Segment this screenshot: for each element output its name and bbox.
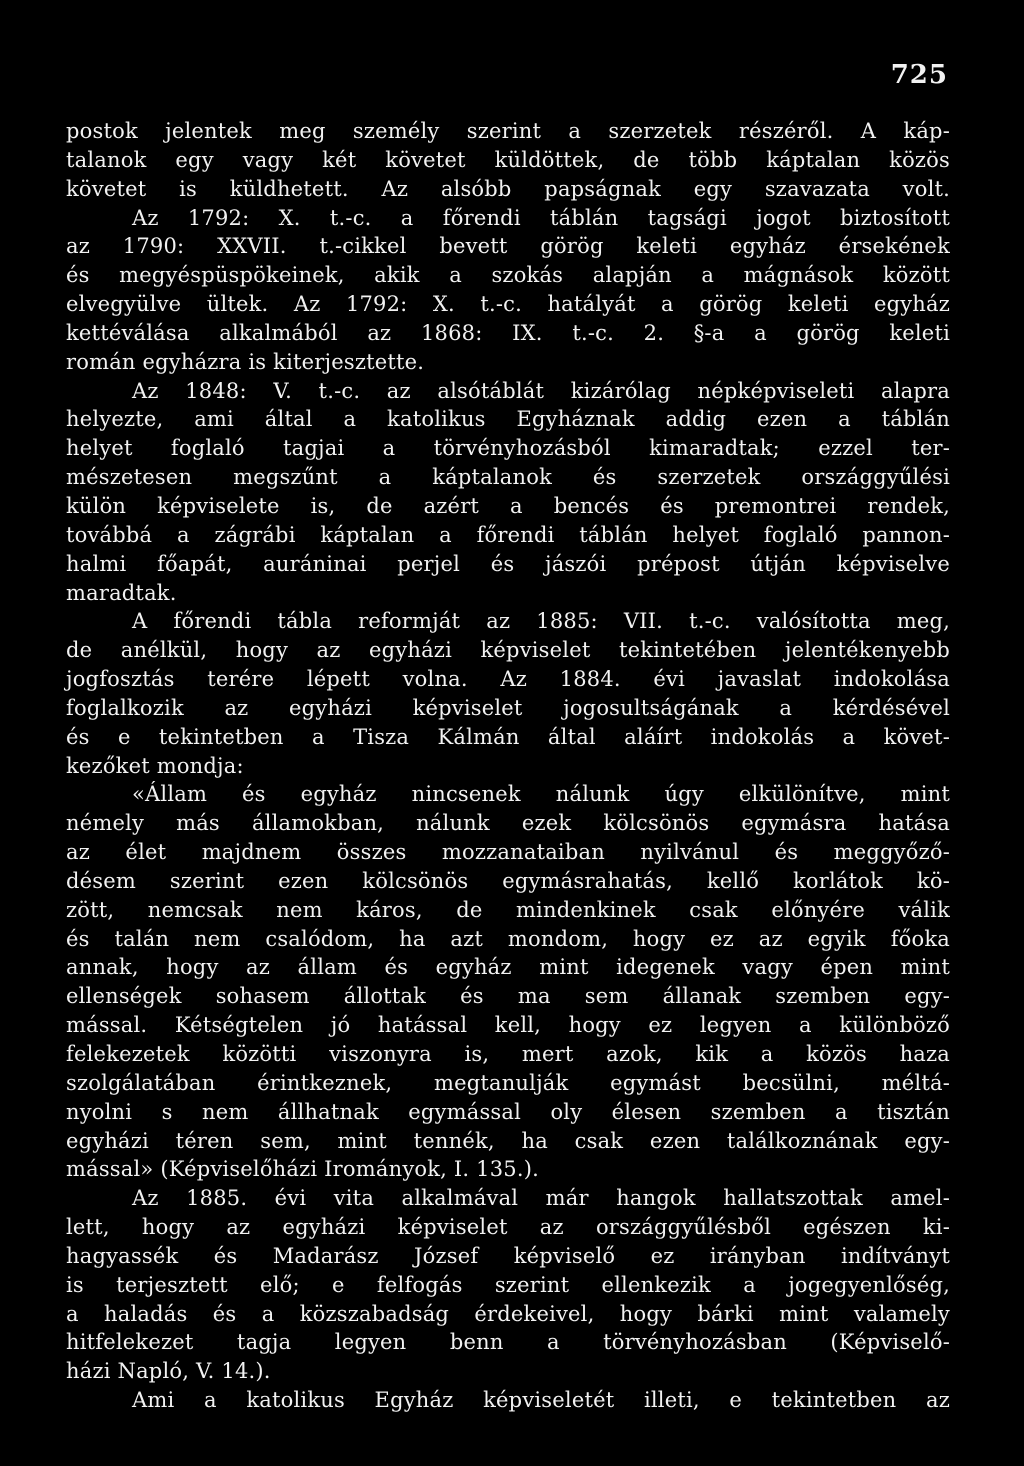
text-line: mással. Kétségtelen jó hatással kell, hogy ez legyen a különböző bbox=[66, 1013, 950, 1038]
text-line: désem szerint ezen kölcsönös egymásrahatás, kellő korlátok kö- bbox=[66, 868, 950, 893]
text-line: elvegyülve ültek. Az 1792: X. t.-c. hatályát a görög keleti egyház bbox=[66, 292, 950, 317]
text-line: kettéválása alkalmából az 1868: IX. t.-c. 2. §-a a görög keleti bbox=[66, 320, 950, 345]
text-line: helyet foglaló tagjai a törvényhozásból kimaradtak; ezzel ter- bbox=[66, 436, 950, 461]
text-line: nyolni s nem állhatnak egymással oly élesen szemben a tisztán bbox=[66, 1099, 950, 1124]
text-line: és megyéspüspökeinek, akik a szokás alapján a mágnások között bbox=[66, 263, 950, 288]
text-line: ellenségek sohasem állottak és ma sem állanak szemben egy- bbox=[66, 984, 950, 1009]
text-line: jogfosztás terére lépett volna. Az 1884. évi javaslat indokolása bbox=[66, 667, 950, 692]
text-line: kezőket mondja: bbox=[66, 753, 244, 778]
text-line: Az 1848: V. t.-c. az alsótáblát kizárólag népképviseleti alapra bbox=[132, 378, 950, 403]
text-line: és talán nem csalódom, ha azt mondom, hogy ez az egyik főoka bbox=[66, 926, 950, 951]
text-line: lett, hogy az egyházi képviselet az országgyűlésből egészen ki- bbox=[66, 1215, 950, 1240]
text-line: zött, nemcsak nem káros, de mindenkinek csak előnyére válik bbox=[66, 897, 950, 922]
text-line: külön képviselete is, de azért a bencés és premontrei rendek, bbox=[66, 493, 950, 518]
text-line: A főrendi tábla reformját az 1885: VII. t.-c. valósította meg, bbox=[132, 609, 950, 634]
body-text bbox=[66, 117, 950, 1415]
text-line: halmi főapát, auráninai perjel és jászói prépost útján képviselve bbox=[66, 551, 950, 576]
text-line: a haladás és a közszabadság érdekeivel, hogy bárki mint valamely bbox=[66, 1301, 950, 1326]
text-line: felekezetek közötti viszonyra is, mert azok, kik a közös haza bbox=[66, 1042, 950, 1066]
text-line: helyezte, ami által a katolikus Egyháznak addig ezen a táblán bbox=[66, 407, 950, 432]
text-line: talanok egy vagy két követet küldöttek, de több káptalan közös bbox=[66, 147, 950, 172]
text-line: foglalkozik az egyházi képviselet jogosultságának a kérdésével bbox=[66, 695, 950, 720]
text-line: annak, hogy az állam és egyház mint idegenek vagy épen mint bbox=[66, 955, 950, 980]
text-line: követet is küldhetett. Az alsóbb papságnak egy szavazata volt. bbox=[66, 176, 950, 201]
text-line: az élet majdnem összes mozzanataiban nyilvánul és meggyőző- bbox=[66, 840, 950, 865]
text-line: házi Napló, V. 14.). bbox=[66, 1359, 271, 1384]
text-line: hagyassék és Madarász József képviselő ez irányban indítványt bbox=[66, 1243, 950, 1268]
text-line: mással» (Képviselőházi Irományok, I. 135.). bbox=[66, 1157, 539, 1182]
text-line: is terjesztett elő; e felfogás szerint ellenkezik a jogegyenlőség, bbox=[66, 1272, 950, 1297]
text-line: némely más államokban, nálunk ezek kölcsönös egymásra hatása bbox=[66, 811, 950, 836]
text-line: továbbá a zágrábi káptalan a főrendi táblán helyet foglaló pannon- bbox=[66, 522, 950, 547]
text-line: az 1790: XXVII. t.-cikkel bevett görög keleti egyház érsekének bbox=[66, 234, 950, 259]
text-line: maradtak. bbox=[66, 580, 177, 605]
page-number: 725 bbox=[890, 60, 948, 90]
text-line: és e tekintetben a Tisza Kálmán által aláírt indokolás a követ- bbox=[66, 724, 950, 749]
text-line: egyházi téren sem, mint tennék, ha csak ezen találkoznának egy- bbox=[66, 1128, 950, 1153]
text-line: de anélkül, hogy az egyházi képviselet tekintetében jelentékenyebb bbox=[66, 638, 950, 663]
text-line: hitfelekezet tagja legyen benn a törvényhozásban (Képviselő- bbox=[66, 1330, 950, 1355]
text-line: Az 1792: X. t.-c. a főrendi táblán tagsági jogot biztosított bbox=[132, 205, 950, 230]
text-line: Az 1885. évi vita alkalmával már hangok hallatszottak amel- bbox=[132, 1186, 950, 1211]
text-line: szolgálatában érintkeznek, megtanulják egymást becsülni, méltá- bbox=[66, 1070, 950, 1095]
text-line: román egyházra is kiterjesztette. bbox=[66, 349, 425, 374]
text-line: mészetesen megszűnt a káptalanok és szerzetek országgyűlési bbox=[66, 465, 950, 490]
text-line: Ami a katolikus Egyház képviseletét illeti, e tekintetben az bbox=[132, 1388, 950, 1413]
text-line: postok jelentek meg személy szerint a szerzetek részéről. A káp- bbox=[66, 119, 950, 143]
text-line: «Állam és egyház nincsenek nálunk úgy elkülönítve, mint bbox=[132, 782, 950, 807]
